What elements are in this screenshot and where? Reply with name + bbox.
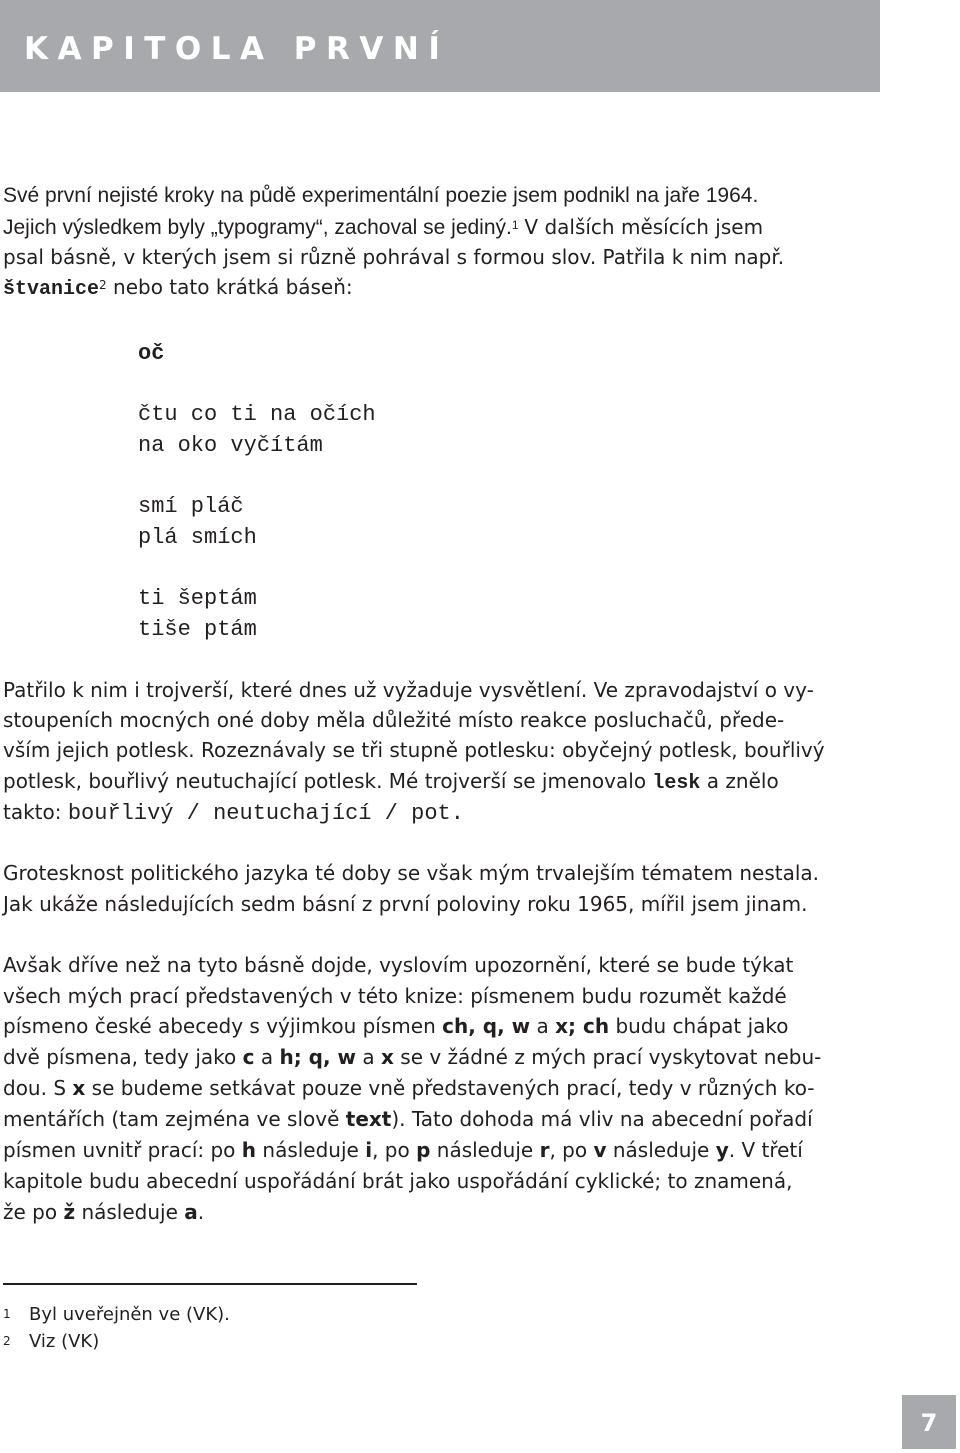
p4-line-3-text: písmeno české abecedy s výjimkou písmen — [3, 1014, 436, 1038]
p4-line-7-text: , po — [372, 1138, 410, 1162]
p4-line-2: všech mých prací představených v této knize: písmenem budu rozumět každé — [3, 984, 787, 1008]
footnote-2 — [3, 1330, 99, 1354]
p4-line-6-text: ). Tato dohoda má vliv na abecední pořadí — [391, 1107, 813, 1131]
footnote-text: Viz (VK) — [29, 1331, 100, 1352]
letter-emphasis: h — [241, 1138, 257, 1162]
footnote-separator — [3, 1283, 417, 1285]
intro-line-1: Své první nejisté kroky na půdě experimentální poezie jsem podnikl na jaře 1964. — [3, 184, 759, 207]
p4-line-7-text: následuje — [262, 1138, 359, 1162]
footnote-text: Byl uveřejněn ve (VK). — [29, 1304, 230, 1325]
intro-line-4 — [3, 272, 353, 305]
footnote-number: 1 — [3, 1307, 11, 1321]
intro-line-2-text: Jejich výsledkem byly „typogramy“, zachoval se jediný. — [3, 216, 512, 239]
p4-line-1: Avšak dříve než na tyto básně dojde, vyslovím upozornění, které se bude týkat — [3, 953, 794, 977]
poem-verse: smí pláč — [138, 494, 244, 519]
p4-line-5-text: se budeme setkávat pouze vně představených prací, tedy v různých ko- — [91, 1076, 815, 1100]
p4-line-3 — [3, 1011, 789, 1041]
letter-emphasis: text — [345, 1107, 392, 1131]
poem-verse: ti šeptám — [138, 586, 257, 611]
p3-line-1: Grotesknost politického jazyka té doby se však mým trvalejším tématem nestala. — [3, 861, 820, 885]
p4-line-7-text: následuje — [612, 1138, 710, 1162]
p4-line-9 — [3, 1197, 204, 1227]
poem-name-lesk: lesk — [652, 772, 701, 795]
letter-emphasis: p — [416, 1138, 431, 1162]
p2-line-3: vším jejich potlesk. Rozeznávaly se tři stupně potlesku: obyčejný potlesk, bouřlivý — [3, 738, 825, 762]
poem-lesk-text: bouřlivý / neutuchající / pot. — [67, 801, 464, 826]
chapter-header-bar — [0, 0, 880, 92]
footnote-number: 2 — [3, 1334, 11, 1348]
p2-line-1: Patřilo k nim i trojverší, které dnes už vyžaduje vysvětlení. Ve zpravodajství o vy- — [3, 678, 814, 702]
letter-emphasis: y — [715, 1138, 729, 1162]
p4-line-7 — [3, 1135, 803, 1165]
page-number-box — [902, 1395, 956, 1449]
letter-emphasis: v — [593, 1138, 607, 1162]
p2-line-5 — [3, 797, 464, 829]
letter-emphasis: h; q, w — [279, 1045, 357, 1069]
footnote-ref-2: 2 — [99, 278, 107, 292]
chapter-title: KAPITOLA PRVNÍ — [24, 31, 450, 67]
p4-line-6 — [3, 1104, 813, 1134]
p4-line-6-text: mentářích (tam zejména ve slově — [3, 1107, 340, 1131]
letter-emphasis: x — [381, 1045, 394, 1069]
p4-line-4-text: dvě písmena, tedy jako — [3, 1045, 237, 1069]
p4-line-7-text: písmen uvnitř prací: po — [3, 1138, 236, 1162]
p4-line-3-text: budu chápat jako — [615, 1014, 789, 1038]
p4-line-7-text: , po — [549, 1138, 588, 1162]
intro-line-4-rest: nebo tato krátká báseň: — [113, 275, 353, 299]
letter-emphasis: i — [365, 1138, 373, 1162]
intro-line-2 — [3, 212, 763, 243]
poem-verse: tiše ptám — [138, 617, 257, 642]
poem-verse: na oko vyčítám — [138, 433, 323, 458]
p2-line-4-rest: a znělo — [706, 769, 779, 793]
p2-line-5-text: takto: — [3, 800, 62, 824]
p2-line-4 — [3, 766, 779, 799]
footnote-ref-1: 1 — [511, 218, 519, 232]
page-number: 7 — [920, 1409, 938, 1437]
p4-line-4-text: a — [260, 1045, 274, 1069]
p4-line-5 — [3, 1073, 815, 1103]
intro-line-2-rest: V dalších měsících jsem — [524, 215, 764, 239]
p4-line-9-text: následuje — [81, 1200, 178, 1224]
poem-verse: plá smích — [138, 525, 257, 550]
letter-emphasis: x — [72, 1076, 86, 1100]
p4-line-9-text: že po — [3, 1200, 58, 1224]
intro-line-3: psal básně, v kterých jsem si různě pohrával s formou slov. Patřila k nim např. — [3, 245, 785, 269]
letter-emphasis: ch, q, w — [442, 1014, 531, 1038]
p4-line-7-text: následuje — [436, 1138, 534, 1162]
p4-line-7-text: . V třetí — [728, 1138, 803, 1162]
p4-line-5-text: dou. S — [3, 1076, 67, 1100]
footnote-1 — [3, 1303, 230, 1327]
p2-line-4-text: potlesk, bouřlivý neutuchající potlesk. Mé trojverší se jmenovalo — [3, 769, 647, 793]
p4-line-9-text: . — [197, 1200, 205, 1224]
poem-name-stvanice: štvanice — [3, 278, 100, 301]
poem-title: oč — [138, 341, 165, 366]
letter-emphasis: a — [184, 1200, 198, 1224]
letter-emphasis: ž — [63, 1200, 76, 1224]
p4-line-4 — [3, 1042, 821, 1072]
p4-line-8: kapitole budu abecední uspořádání brát jako uspořádání cyklické; to znamená, — [3, 1169, 793, 1193]
letter-emphasis: c — [242, 1045, 255, 1069]
p3-line-2: Jak ukáže následujících sedm básní z první poloviny roku 1965, mířil jsem jinam. — [3, 892, 808, 916]
p4-line-4-text: se v žádné z mých prací vyskytovat nebu- — [400, 1045, 822, 1069]
p4-line-3-text: a — [536, 1014, 549, 1038]
p4-line-4-text: a — [362, 1045, 375, 1069]
p2-line-2: stoupeních mocných oné doby měla důležité místo reakce posluchačů, přede- — [3, 708, 785, 732]
letter-emphasis: r — [539, 1138, 550, 1162]
poem-verse: čtu co ti na očích — [138, 402, 376, 427]
letter-emphasis: x; ch — [555, 1014, 610, 1038]
